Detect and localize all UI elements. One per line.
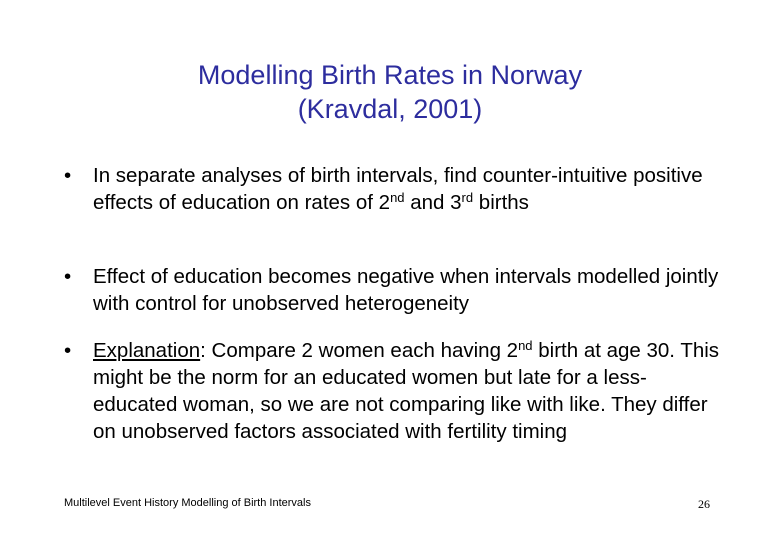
bullet-1-text-a: In separate analyses of birth intervals, find counter-intuitive positive effects of education on rates of 2 xyxy=(93,164,703,214)
bullet-marker: • xyxy=(64,265,72,288)
page-number: 26 xyxy=(698,497,710,511)
bullet-text xyxy=(93,337,724,445)
bullet-item-2 xyxy=(64,263,724,317)
bullet-text: Effect of education becomes negative when intervals modelled jointly with control for unobserved heterogeneity xyxy=(93,265,719,315)
bullet-marker: • xyxy=(64,164,72,187)
bullet-text xyxy=(93,162,724,216)
bullet-item-3 xyxy=(64,337,724,445)
bullet-1-text-c: births xyxy=(473,191,529,214)
bullet-3-text-a: : Compare 2 women each having 2 xyxy=(200,339,519,362)
title-line-2: (Kravdal, 2001) xyxy=(297,94,483,124)
bullet-marker: • xyxy=(64,339,72,362)
bullet-3-text-b: birth at age 30. This might be the norm for an educated women but late for a less-educated woman, so we are not comparing like with like. They differ on unobserved factors associated with fertility timing xyxy=(93,339,720,443)
ordinal-suffix: nd xyxy=(390,190,405,205)
ordinal-suffix: nd xyxy=(518,338,533,353)
title-line-1: Modelling Birth Rates in Norway xyxy=(197,60,583,90)
ordinal-suffix: rd xyxy=(461,190,474,205)
bullet-item-1 xyxy=(64,162,724,216)
bullet-1-text-b: and 3 xyxy=(404,191,462,214)
footer-text: Multilevel Event History Modelling of Birth Intervals xyxy=(64,497,311,509)
explanation-label: Explanation xyxy=(93,339,201,362)
